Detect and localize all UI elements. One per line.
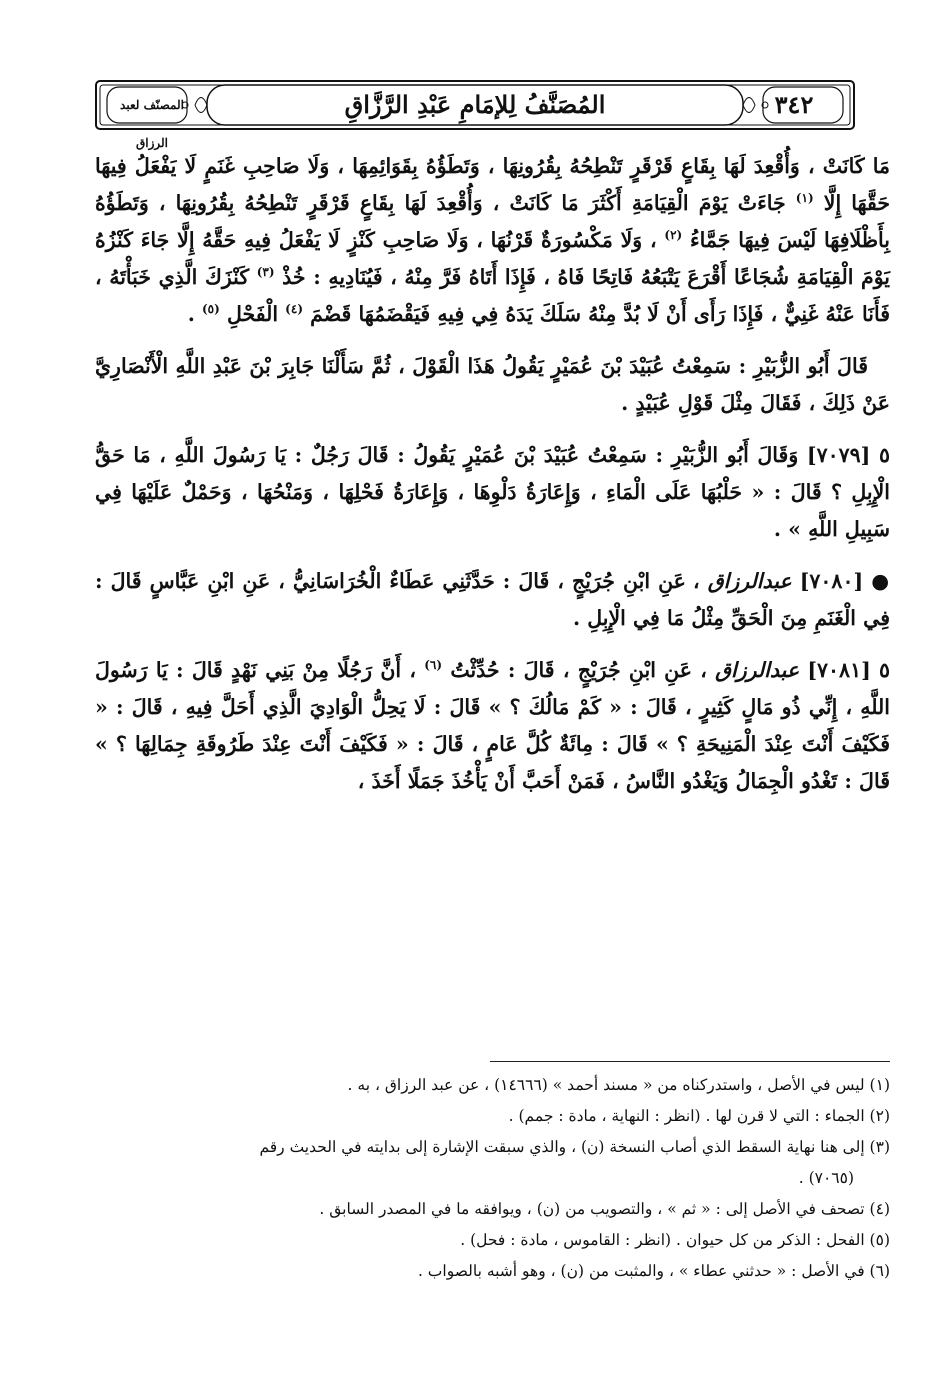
footnote-ref-1: (١) — [795, 191, 814, 206]
footnote-6: (٦) في الأصل : « حدثني عطاء » ، والمثبت من (ن) ، وهو أشبه بالصواب . — [417, 1262, 890, 1280]
footnote-ref-6: (٦) — [424, 658, 443, 673]
page-header — [95, 80, 855, 150]
text-segment: الْفَحْلِ — [226, 302, 279, 326]
hadith-text: ، أَنَّ رَجُلًا مِنْ بَنِي نَهْدٍ قَالَ : يَا رَسُولَ اللَّهِ ، إِنِّي ذُو مَالٍ كَثِيرٍ ، قَالَ : « كَمْ مَالُكَ ؟ » قَالَ : لَا يَحِلُّ الْوَادِيَ الَّذِي أَحَلَّ فِيهِ ، قَالَ : « فَكَيْفَ أَنْتَ عِنْدَ الْمَنِيحَةِ ؟ » قَالَ : مِائَةٌ كُلَّ عَامٍ ، قَالَ : « فَكَيْفَ أَنْتَ عِنْدَ طَرُوقَةِ جِمَالِهَا ؟ » قَالَ : تَغْدُو الْجِمَالُ وَيَغْدُو النَّاسُ ، فَمَنْ أَحَبَّ أَنْ يَأْخُذَ جَمَلًا أَخَذَ ، — [95, 658, 890, 793]
hadith-continuation — [95, 148, 890, 333]
text-segment: كَنْزَكَ الَّذِي خَبَأْتَهُ ، فَأَنَا عَنْهُ غَنِيٌّ ، فَإِذَا رَأَى أَنْ لَا بُدَّ مِنْهُ سَلَكَ يَدَهُ فِي فِيهِ فَيَقْضَمُهَا قَضْمَ — [95, 265, 890, 326]
footnote-5: (٥) الفحل : الذكر من كل حيوان . (انظر : القاموس ، مادة : فحل) . — [460, 1231, 890, 1249]
footnote-ref-4: (٤) — [285, 302, 303, 317]
footnote-ref-2: (٢) — [664, 228, 683, 243]
narrator-comment: قَالَ أَبُو الزُّبَيْرِ : سَمِعْتُ عُبَيْدَ بْنَ عُمَيْرٍ يَقُولُ هَذَا الْقَوْلَ ، ثُمَّ سَأَلْنَا جَابِرَ بْنَ عَبْدِ اللَّهِ الْأَنْصَارِيَّ عَنْ ذَلِكَ ، فَقَالَ مِثْلَ قَوْلِ عُبَيْدٍ . — [95, 354, 890, 415]
footnotes — [95, 1070, 890, 1287]
footnote-ref-3: (٣) — [256, 265, 275, 280]
hadith-7079 — [95, 437, 890, 548]
footnote-ref-5: (٥) — [201, 302, 220, 317]
hadith-7080 — [95, 563, 890, 637]
hadith-number: [٧٠٨١] — [807, 658, 871, 682]
text-segment: ، وَلَا مَكْسُورَةٌ قَرْنُهَا ، وَلَا صَاحِبِ كَنْزٍ لَا يَفْعَلُ فِيهِ حَقَّهُ إِلَّا جَاءَ كَنْزُهُ يَوْمَ الْقِيَامَةِ شُجَاعًا أَقْرَعَ يَتْبَعُهُ فَاتِحًا فَاهُ ، فَإِذَا أَتَاهُ فَرَّ مِنْهُ ، فَيُنَادِيهِ : خُذْ — [95, 228, 891, 289]
hadith-text: وَقَالَ أَبُو الزُّبَيْرِ : سَمِعْتُ عُبَيْدَ بْنَ عُمَيْرٍ يَقُولُ : قَالَ رَجُلٌ : يَا رَسُولَ اللَّهِ ، مَا حَقُّ الْإِبِلِ ؟ قَالَ : « حَلْبُهَا عَلَى الْمَاءِ ، وَإِعَارَةُ دَلْوِهَا ، وَإِعَارَةُ فَحْلِهَا ، وَمَنْحُهَا ، وَحَمْلٌ عَلَيْهَا فِي سَبِيلِ اللَّهِ » . — [95, 443, 890, 541]
text-segment: جَاءَتْ يَوْمَ الْقِيَامَةِ أَكْثَرَ مَا كَانَتْ ، وَأُقْعِدَ لَهَا بِقَاعٍ قَرْقَرٍ تَنْطِحُهُ بِقُرُونِهَا ، وَتَطَؤُهُ بِأَظْلَافِهَا لَيْسَ فِيهَا جَمَّاءُ — [95, 191, 891, 252]
narrator-name: عبدالرزاق — [715, 658, 800, 682]
footnote-1: (١) ليس في الأصل ، واستدركناه من « مسند أحمد » (١٤٦٦٦) ، عن عبد الرزاق ، به . — [347, 1076, 890, 1094]
footnote-separator — [490, 1061, 890, 1062]
hadith-marker: ٥ — [879, 658, 891, 682]
hadith-number: [٧٠٨٠] — [799, 569, 864, 593]
hadith-7081 — [95, 652, 890, 800]
book-emblem: المصنّف لعبد الرزاق — [120, 98, 184, 150]
hadith-text: ، عَنِ ابْنِ جُرَيْجٍ ، قَالَ : حَدَّثَنِي عَطَاءٌ الْخُرَاسَانِيُّ ، عَنِ ابْنِ عَبَّاسٍ قَالَ : فِي الْغَنَمِ مِنَ الْحَقِّ مِثْلُ مَا فِي الْإِبِلِ . — [95, 569, 890, 630]
text-segment: مَا كَانَتْ ، وَأُقْعِدَ لَهَا بِقَاعٍ قَرْقَرٍ تَنْطِحُهُ بِقُرُونِهَا ، وَتَطَؤُهُ بِقَوَائِمِهَا ، وَلَا صَاحِبِ غَنَمٍ لَا يَفْعَلُ فِيهَا حَقَّهَا إِلَّا — [95, 154, 890, 215]
footnote-3-continued: (٧٠٦٥) . — [798, 1169, 854, 1187]
footnote-3: (٣) إلى هنا نهاية السقط الذي أصاب النسخة (ن) ، والذي سبقت الإشارة إلى بدايته في الحديث رقم — [259, 1138, 890, 1156]
page-number: ٣٤٢ — [774, 90, 814, 119]
text-segment: . — [187, 302, 195, 326]
running-title: المُصَنَّفُ لِلإمَامِ عَبْدِ الرَّزَّاقِ — [344, 90, 606, 119]
hadith-number: [٧٠٧٩] — [806, 443, 871, 467]
footnote-2: (٢) الجماء : التي لا قرن لها . (انظر : النهاية ، مادة : جمم) . — [508, 1107, 890, 1125]
footnote-4: (٤) تصحف في الأصل إلى : « ثم » ، والتصويب من (ن) ، ويوافقه ما في المصدر السابق . — [319, 1200, 890, 1218]
hadith-text: ، عَنِ ابْنِ جُرَيْجٍ ، قَالَ : حُدِّثْتُ — [450, 658, 707, 682]
main-text — [95, 148, 890, 800]
hadith-marker: ● — [871, 569, 890, 593]
narrator-name: عبدالرزاق — [707, 569, 792, 593]
hadith-marker: ٥ — [878, 443, 890, 467]
